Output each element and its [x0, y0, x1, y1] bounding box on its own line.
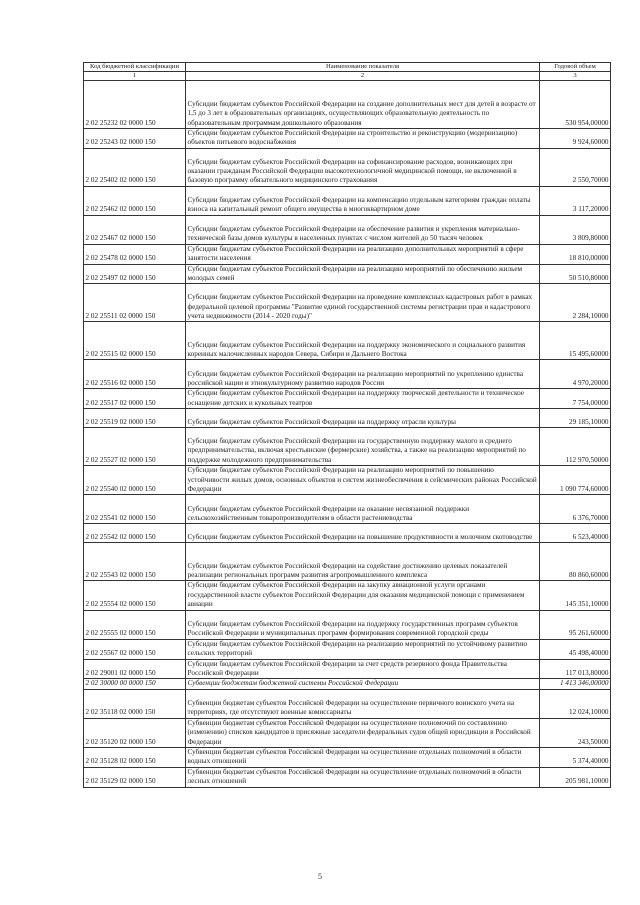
amount-cell: 112 970,50000 [540, 428, 611, 466]
table-row [84, 264, 611, 284]
amount-cell: 29 185,10000 [540, 409, 611, 428]
amount-cell: 95 261,60000 [540, 610, 611, 639]
name-cell: Субвенции бюджетам субъектов Российской Федерации на осуществление отдельных полномочий в области водных отношений [186, 747, 540, 767]
code-cell: 2 02 35128 02 0000 150 [84, 747, 186, 767]
table-section-row [84, 679, 611, 689]
table-row [84, 639, 611, 659]
table-row [84, 428, 611, 466]
code-cell: 2 02 25516 02 0000 150 [84, 360, 186, 389]
name-cell: Субсидии бюджетам субъектов Российской Федерации на реализацию дополнительных мероприятий в сфере занятости населения [186, 244, 540, 264]
code-cell: 2 02 25540 02 0000 150 [84, 466, 186, 495]
name-cell: Субсидии бюджетам субъектов Российской Федерации на реализацию мероприятий по повышению устойчивости жилых домов, основных объектов и систем жизнеобеспечения в сейсмических районах Российской Федерации [186, 466, 540, 495]
name-cell: Субсидии бюджетам субъектов Российской Федерации на софинансирование расходов, возникающих при оказании гражданам Российской Федерации высокотехнологичной медицинской помощи, не включенной в базовую программу обязательного медицинского страхования [186, 148, 540, 186]
code-cell: 2 02 25497 02 0000 150 [84, 264, 186, 284]
amount-cell: 9 924,60000 [540, 129, 611, 149]
code-cell: 2 02 35120 02 0000 150 [84, 718, 186, 747]
name-cell: Субсидии бюджетам субъектов Российской Федерации на поддержку государственных программ субъектов Российской Федерации и муниципальных программ формирования современной городской среды [186, 610, 540, 639]
code-cell: 2 02 30000 00 0000 150 [84, 679, 186, 689]
amount-cell: 1 413 346,00000 [540, 679, 611, 689]
amount-cell: 5 374,40000 [540, 747, 611, 767]
table-row [84, 610, 611, 639]
amount-cell: 3 809,80000 [540, 215, 611, 244]
column-number-1: 1 [84, 72, 186, 81]
code-cell: 2 02 25467 02 0000 150 [84, 215, 186, 244]
amount-cell: 145 351,10000 [540, 581, 611, 610]
table-row [84, 581, 611, 610]
name-cell: Субвенции бюджетам субъектов Российской Федерации на осуществление первичного воинского учета на территориях, где отсутствуют военные комиссариаты [186, 689, 540, 718]
code-cell: 2 02 25519 02 0000 150 [84, 409, 186, 428]
name-cell: Субсидии бюджетам субъектов Российской Федерации на строительство и реконструкцию (модернизацию) объектов питьевого водоснабжения [186, 129, 540, 149]
page-number: 5 [318, 872, 322, 881]
table-row [84, 767, 611, 787]
name-cell: Субвенции бюджетам субъектов Российской Федерации на осуществление полномочий по составлению (изменению) списков кандидатов в присяжные заседатели федеральных судов общей юрисдикции в Российской Федерации [186, 718, 540, 747]
code-cell: 2 02 29001 02 0000 150 [84, 659, 186, 679]
amount-cell: 2 284,10000 [540, 284, 611, 322]
table-row [84, 244, 611, 264]
code-cell: 2 02 25462 02 0000 150 [84, 186, 186, 215]
amount-cell: 7 754,00000 [540, 389, 611, 409]
code-cell: 2 02 25541 02 0000 150 [84, 495, 186, 524]
name-cell: Субсидии бюджетам субъектов Российской Федерации на закупку авиационной услуги органами государственной власти субъектов Российской Федерации для оказания медицинской помощи с применением авиации [186, 581, 540, 610]
table-row [84, 81, 611, 129]
header-amount: Годовой объем [540, 63, 611, 72]
name-cell: Субвенции бюджетам бюджетной системы Российской Федерации [186, 679, 540, 689]
amount-cell: 12 024,10000 [540, 689, 611, 718]
amount-cell: 80 860,60000 [540, 543, 611, 581]
amount-cell: 18 810,00000 [540, 244, 611, 264]
code-cell: 2 02 25542 02 0000 150 [84, 524, 186, 543]
amount-cell: 15 495,60000 [540, 322, 611, 360]
amount-cell: 1 090 774,60000 [540, 466, 611, 495]
code-cell: 2 02 25554 02 0000 150 [84, 581, 186, 610]
table-row [84, 360, 611, 389]
amount-cell: 6 376,70000 [540, 495, 611, 524]
table-row [84, 129, 611, 149]
name-cell: Субсидии бюджетам субъектов Российской Федерации на повышение продуктивности в молочном скотоводстве [186, 524, 540, 543]
name-cell: Субсидии бюджетам субъектов Российской Федерации на создание дополнительных мест для детей в возрасте от 1,5 до 3 лет в образовательных организациях, осуществляющих образовательную деятельность по образовательным программам дошкольного образования [186, 81, 540, 129]
name-cell: Субсидии бюджетам субъектов Российской Федерации на поддержку отрасли культуры [186, 409, 540, 428]
amount-cell: 4 970,20000 [540, 360, 611, 389]
table-row [84, 186, 611, 215]
code-cell: 2 02 25478 02 0000 150 [84, 244, 186, 264]
name-cell: Субсидии бюджетам субъектов Российской Федерации на поддержку экономического и социального развития коренных малочисленных народов Севера, Сибири и Дальнего Востока [186, 322, 540, 360]
amount-cell: 205 981,10000 [540, 767, 611, 787]
amount-cell: 243,50000 [540, 718, 611, 747]
name-cell: Субсидии бюджетам субъектов Российской Федерации на реализацию мероприятий по устойчивому развитию сельских территорий [186, 639, 540, 659]
table-row [84, 689, 611, 718]
table-row [84, 659, 611, 679]
amount-cell: 117 013,80000 [540, 659, 611, 679]
table-row [84, 718, 611, 747]
table-row [84, 284, 611, 322]
code-cell: 2 02 25543 02 0000 150 [84, 543, 186, 581]
table-row [84, 466, 611, 495]
table-row [84, 495, 611, 524]
code-cell: 2 02 25515 02 0000 150 [84, 322, 186, 360]
code-cell: 2 02 25511 02 0000 150 [84, 284, 186, 322]
amount-cell: 45 498,40000 [540, 639, 611, 659]
amount-cell: 530 954,00000 [540, 81, 611, 129]
name-cell: Субсидии бюджетам субъектов Российской Федерации на государственную поддержку малого и среднего предпринимательства, включая крестьянские (фермерские) хозяйства, а также на реализацию мероприятий по поддержке молодежного предпринимательства [186, 428, 540, 466]
code-cell: 2 02 25232 02 0000 150 [84, 81, 186, 129]
header-name: Наименование показателя [186, 63, 540, 72]
table-row [84, 409, 611, 428]
table-row [84, 389, 611, 409]
name-cell: Субсидии бюджетам субъектов Российской Федерации за счет средств резервного фонда Правительства Российской Федерации [186, 659, 540, 679]
code-cell: 2 02 25517 02 0000 150 [84, 389, 186, 409]
code-cell: 2 02 35129 02 0000 150 [84, 767, 186, 787]
table-row [84, 148, 611, 186]
name-cell: Субсидии бюджетам субъектов Российской Федерации на оказание несвязанной поддержки сельскохозяйственным товаропроизводителям в области растениеводства [186, 495, 540, 524]
amount-cell: 2 550,70000 [540, 148, 611, 186]
name-cell: Субсидии бюджетам субъектов Российской Федерации на реализацию мероприятий по обеспечению жильем молодых семей [186, 264, 540, 284]
column-number-3: 3 [540, 72, 611, 81]
amount-cell: 50 510,80000 [540, 264, 611, 284]
code-cell: 2 02 25555 02 0000 150 [84, 610, 186, 639]
budget-revenue-table [83, 62, 611, 788]
name-cell: Субсидии бюджетам субъектов Российской Федерации на обеспечение развития и укрепления материально-технической базы домов культуры в населенных пунктах с числом жителей до 50 тысяч человек [186, 215, 540, 244]
code-cell: 2 02 25527 02 0000 150 [84, 428, 186, 466]
amount-cell: 6 523,40000 [540, 524, 611, 543]
name-cell: Субсидии бюджетам субъектов Российской Федерации на содействие достижению целевых показателей реализации региональных программ развития агропромышленного комплекса [186, 543, 540, 581]
code-cell: 2 02 35118 02 0000 150 [84, 689, 186, 718]
table-body [84, 81, 611, 788]
table-row [84, 524, 611, 543]
table-row [84, 747, 611, 767]
table-row [84, 215, 611, 244]
name-cell: Субсидии бюджетам субъектов Российской Федерации на проведение комплексных кадастровых работ в рамках федеральной целевой программы "Развитие единой государственной системы регистрации прав и кадастрового учета недвижимости (2014 - 2020 годы)" [186, 284, 540, 322]
table-header-row [84, 63, 611, 72]
name-cell: Субсидии бюджетам субъектов Российской Федерации на поддержку творческой деятельности и техническое оснащение детских и кукольных театров [186, 389, 540, 409]
table-column-number-row [84, 72, 611, 81]
code-cell: 2 02 25567 02 0000 150 [84, 639, 186, 659]
table-row [84, 322, 611, 360]
name-cell: Субсидии бюджетам субъектов Российской Федерации на компенсацию отдельным категориям граждан оплаты взноса на капитальный ремонт общего имущества в многоквартирном доме [186, 186, 540, 215]
name-cell: Субсидии бюджетам субъектов Российской Федерации на реализацию мероприятий по укреплению единства российской нации и этнокультурному развитию народов России [186, 360, 540, 389]
amount-cell: 3 117,20000 [540, 186, 611, 215]
name-cell: Субвенции бюджетам субъектов Российской Федерации на осуществление отдельных полномочий в области лесных отношений [186, 767, 540, 787]
header-code: Код бюджетной классификации [84, 63, 186, 72]
column-number-2: 2 [186, 72, 540, 81]
code-cell: 2 02 25402 02 0000 150 [84, 148, 186, 186]
table-row [84, 543, 611, 581]
code-cell: 2 02 25243 02 0000 150 [84, 129, 186, 149]
